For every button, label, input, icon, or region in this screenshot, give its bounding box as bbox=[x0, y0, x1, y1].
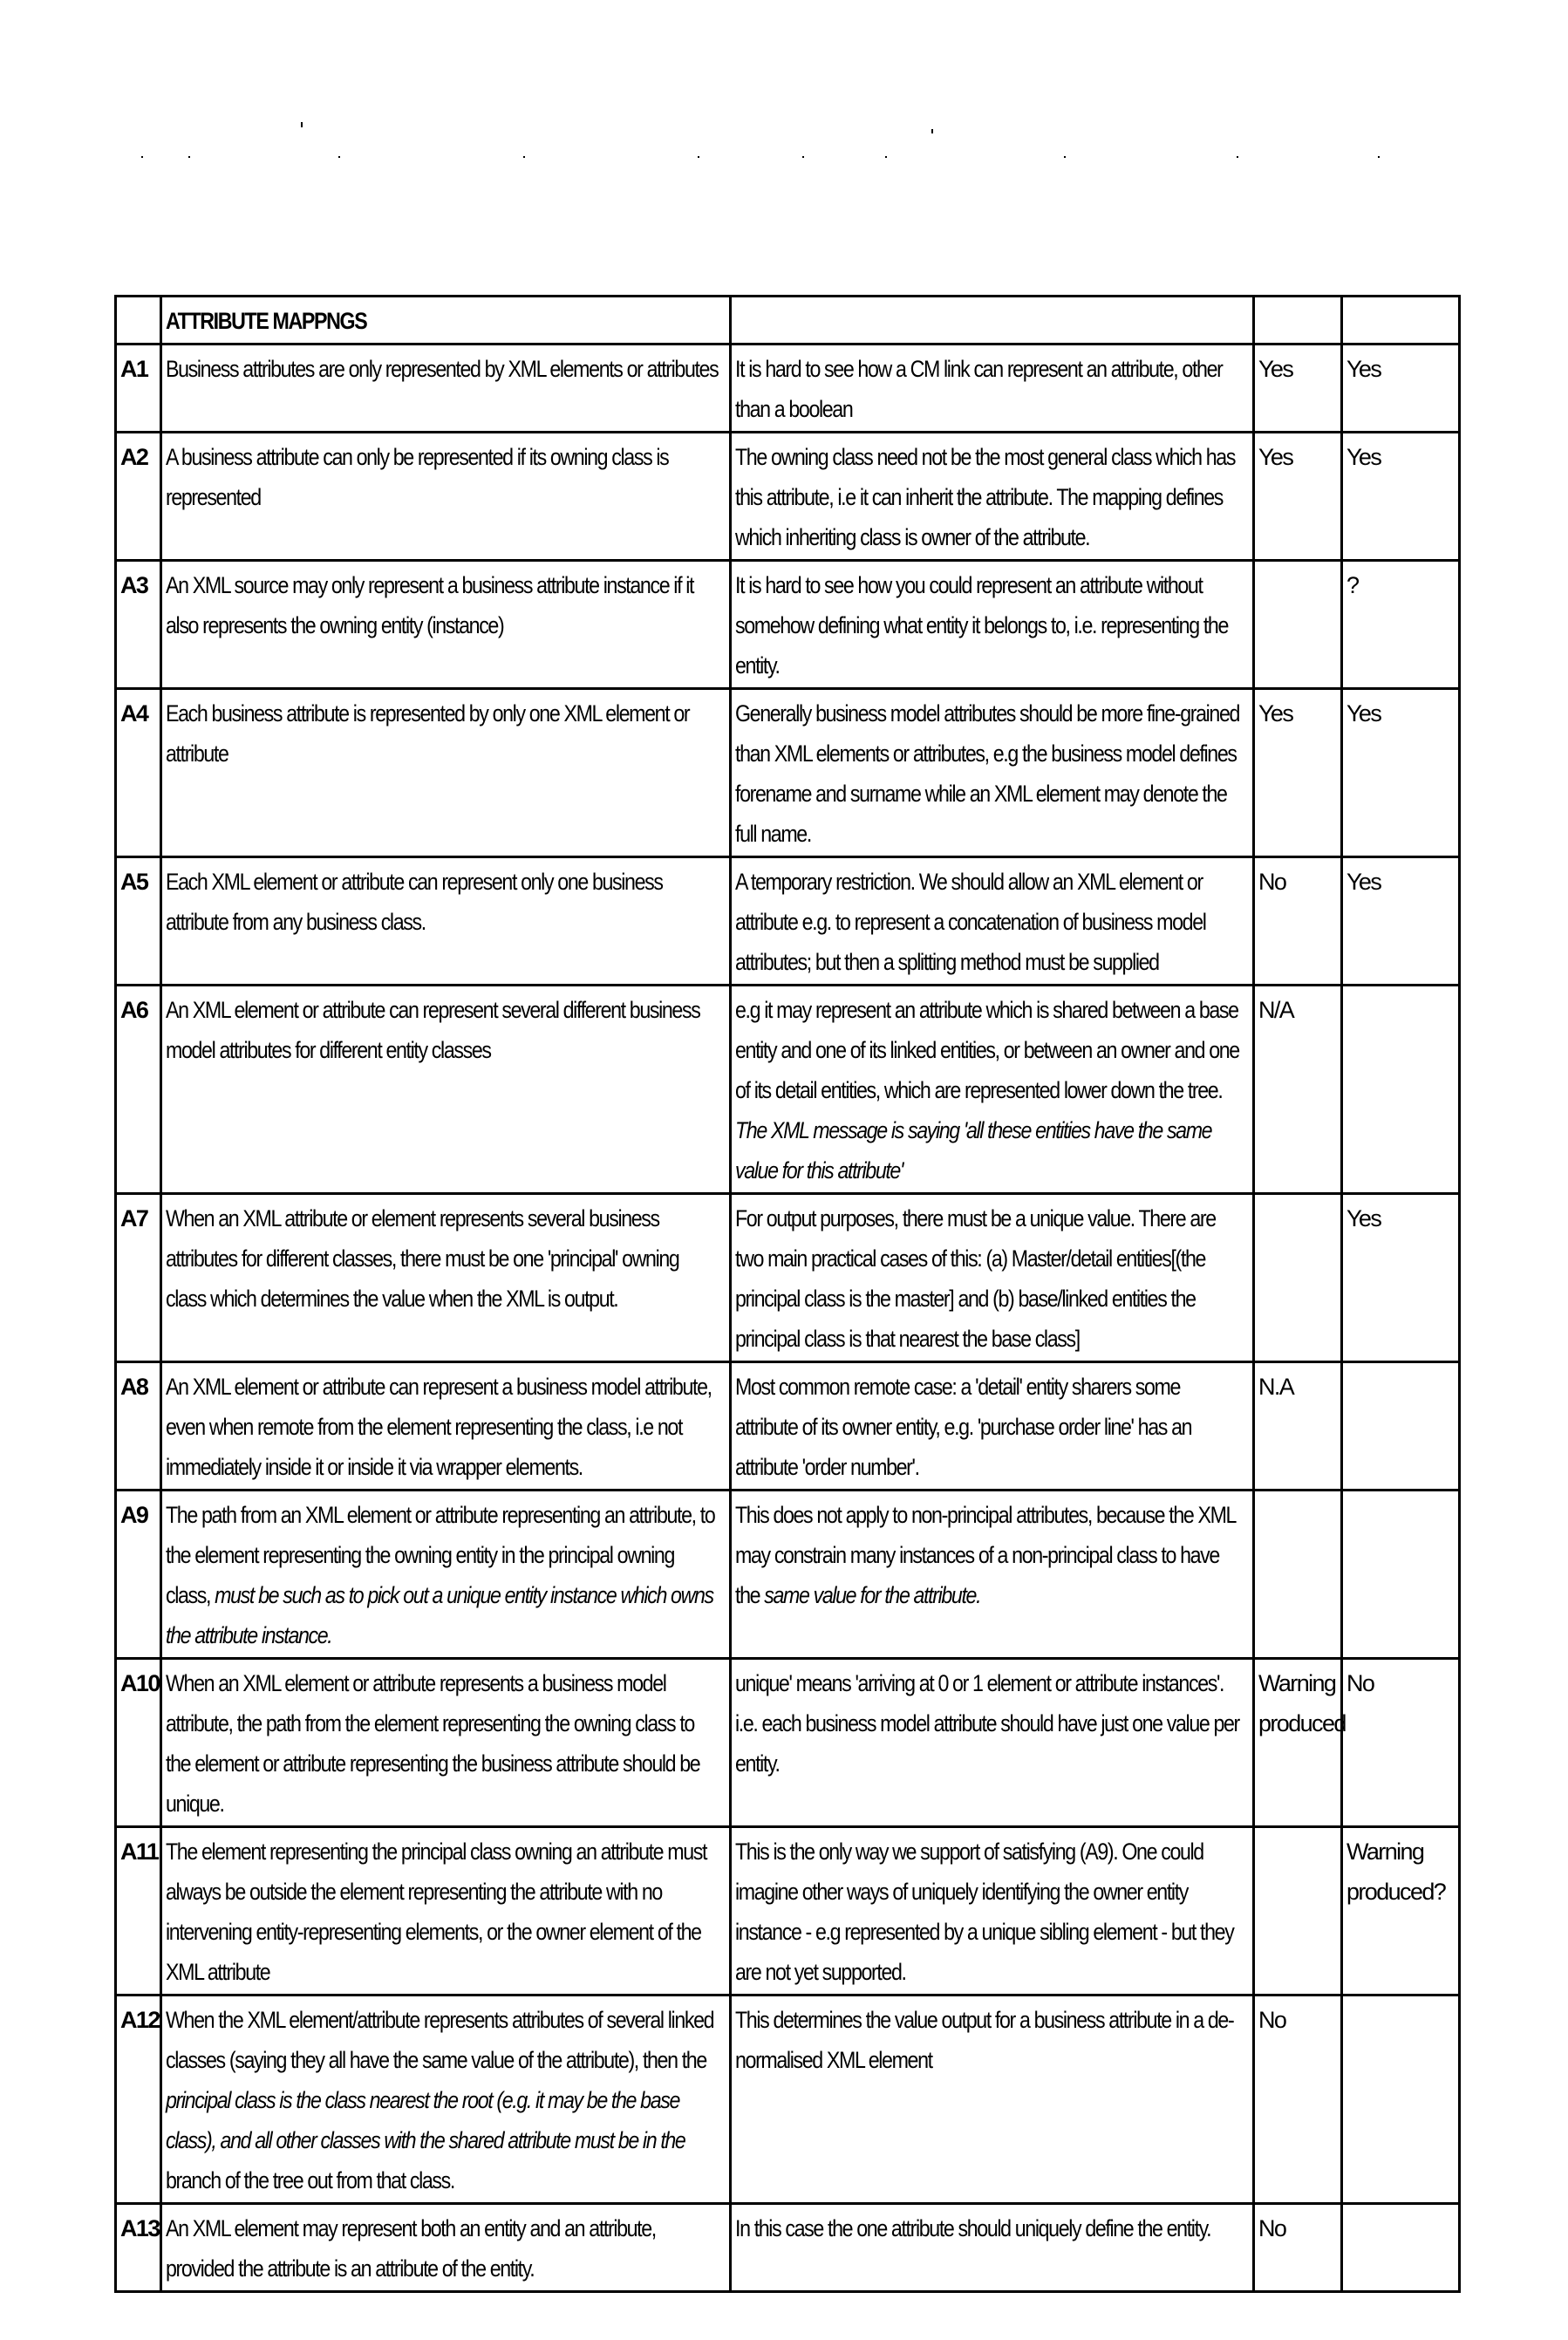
rule-cell: The element representing the principal class owning an attribute must always be outside the element representing the attribute with no intervening entity-representing elements, or the owner element of the XML attribute bbox=[161, 1827, 731, 1995]
row-id: A8 bbox=[116, 1362, 161, 1491]
attribute-mappings-table bbox=[114, 295, 1461, 2293]
status2-cell: ? bbox=[1342, 561, 1460, 689]
row-id: A12 bbox=[116, 1995, 161, 2204]
rule-cell bbox=[161, 1491, 731, 1659]
comment-text: e.g it may represent an attribute which is shared between a base entity and one of its linked entities, or between an owner and one of its detail entities, which are represented lower down the tree. bbox=[735, 997, 1239, 1103]
table-row bbox=[116, 986, 1460, 1194]
comment-cell bbox=[731, 986, 1254, 1194]
row-id: A4 bbox=[116, 689, 161, 857]
status2-cell: Yes bbox=[1342, 433, 1460, 561]
rule-italic-text: principal class is the class nearest the root (e.g. it may be the base class), and all other classes with the shared attribute must be in the bbox=[166, 2087, 685, 2153]
rule-cell: Each XML element or attribute can represent only one business attribute from any business class. bbox=[161, 857, 731, 986]
scan-speck bbox=[885, 156, 887, 158]
status2-cell bbox=[1342, 986, 1460, 1194]
rule-cell: When an XML element or attribute represents a business model attribute, the path from the element representing the owning class to the element or attribute representing the business attribute should be unique. bbox=[161, 1659, 731, 1827]
rule-tail-text: branch of the tree out from that class. bbox=[166, 2167, 454, 2193]
status1-cell bbox=[1254, 1827, 1342, 1995]
header-comment-cell bbox=[731, 297, 1254, 345]
status1-cell: N/A bbox=[1254, 986, 1342, 1194]
status2-cell bbox=[1342, 1491, 1460, 1659]
rule-cell: An XML source may only represent a business attribute instance if it also represents the owning entity (instance) bbox=[161, 561, 731, 689]
scan-speck bbox=[931, 129, 933, 133]
section-title: ATTRIBUTE MAPPNGS bbox=[161, 297, 731, 345]
rule-cell: When an XML attribute or element represents several business attributes for different classes, there must be one 'principal' owning class which determines the value when the XML is output. bbox=[161, 1194, 731, 1362]
table-row bbox=[116, 433, 1460, 561]
status2-cell: Yes bbox=[1342, 1194, 1460, 1362]
rule-cell: An XML element or attribute can represent a business model attribute, even when remote from the element representing the class, i.e not immediately inside it or inside it via wrapper elements. bbox=[161, 1362, 731, 1491]
row-id: A13 bbox=[116, 2204, 161, 2292]
row-id: A9 bbox=[116, 1491, 161, 1659]
table-row bbox=[116, 857, 1460, 986]
row-id: A5 bbox=[116, 857, 161, 986]
row-id: A1 bbox=[116, 345, 161, 433]
rule-cell: An XML element or attribute can represent several different business model attributes for different entity classes bbox=[161, 986, 731, 1194]
status1-cell: No bbox=[1254, 2204, 1342, 2292]
status2-cell: Yes bbox=[1342, 689, 1460, 857]
comment-cell: In this case the one attribute should uniquely define the entity. bbox=[731, 2204, 1254, 2292]
comment-cell: unique' means 'arriving at 0 or 1 element or attribute instances'. i.e. each business model attribute should have just one value per entity. bbox=[731, 1659, 1254, 1827]
status2-cell: Yes bbox=[1342, 857, 1460, 986]
scan-speck bbox=[338, 156, 340, 158]
row-id: A6 bbox=[116, 986, 161, 1194]
row-id: A3 bbox=[116, 561, 161, 689]
comment-cell: This determines the value output for a business attribute in a de-normalised XML element bbox=[731, 1995, 1254, 2204]
scan-speck bbox=[188, 156, 190, 158]
rule-cell bbox=[161, 1995, 731, 2204]
table-row bbox=[116, 1995, 1460, 2204]
scan-speck bbox=[1237, 156, 1238, 158]
rule-cell: An XML element may represent both an entity and an attribute, provided the attribute is an attribute of the entity. bbox=[161, 2204, 731, 2292]
status2-cell: Yes bbox=[1342, 345, 1460, 433]
comment-cell: Most common remote case: a 'detail' entity sharers some attribute of its owner entity, e.g. 'purchase order line' has an attribute 'order number'. bbox=[731, 1362, 1254, 1491]
status1-cell: No bbox=[1254, 1995, 1342, 2204]
scan-speck bbox=[141, 156, 143, 158]
comment-cell bbox=[731, 1491, 1254, 1659]
comment-cell: It is hard to see how a CM link can represent an attribute, other than a boolean bbox=[731, 345, 1254, 433]
rule-italic-text: must be such as to pick out a unique entity instance which owns the attribute instance. bbox=[166, 1582, 713, 1648]
comment-cell: Generally business model attributes should be more fine-grained than XML elements or attributes, e.g the business model defines forename and surname while an XML element may denote the full name. bbox=[731, 689, 1254, 857]
rule-text: When the XML element/attribute represents attributes of several linked classes (saying they all have the same value of the attribute), then the bbox=[166, 2007, 714, 2073]
status1-cell: N.A bbox=[1254, 1362, 1342, 1491]
status1-cell bbox=[1254, 1194, 1342, 1362]
status2-cell bbox=[1342, 1362, 1460, 1491]
header-status2-cell bbox=[1342, 297, 1460, 345]
comment-cell: The owning class need not be the most general class which has this attribute, i.e it can inherit the attribute. The mapping defines which inheriting class is owner of the attribute. bbox=[731, 433, 1254, 561]
comment-cell: This is the only way we support of satisfying (A9). One could imagine other ways of uniquely identifying the owner entity instance - e.g represented by a unique sibling element - but they are not yet supported. bbox=[731, 1827, 1254, 1995]
table-row bbox=[116, 561, 1460, 689]
table-row bbox=[116, 345, 1460, 433]
scan-speck bbox=[802, 156, 804, 158]
comment-italic-text: The XML message is saying 'all these entities have the same value for this attribute' bbox=[735, 1117, 1212, 1184]
scan-speck bbox=[1064, 156, 1066, 158]
rule-cell: A business attribute can only be represented if its owning class is represented bbox=[161, 433, 731, 561]
status1-cell: Yes bbox=[1254, 689, 1342, 857]
table-row bbox=[116, 2204, 1460, 2292]
comment-cell: It is hard to see how you could represent an attribute without somehow defining what entity it belongs to, i.e. representing the entity. bbox=[731, 561, 1254, 689]
header-id-cell bbox=[116, 297, 161, 345]
table-row bbox=[116, 1362, 1460, 1491]
rule-cell: Each business attribute is represented by only one XML element or attribute bbox=[161, 689, 731, 857]
rule-cell: Business attributes are only represented by XML elements or attributes bbox=[161, 345, 731, 433]
status2-cell bbox=[1342, 2204, 1460, 2292]
comment-text: This does not apply to non-principal attributes, because the XML may constrain many instances of a non-principal class to have the bbox=[735, 1502, 1236, 1608]
row-id: A7 bbox=[116, 1194, 161, 1362]
comment-italic-text: same value for the attribute. bbox=[764, 1582, 981, 1608]
scan-speck bbox=[698, 156, 699, 158]
header-row bbox=[116, 297, 1460, 345]
status1-cell bbox=[1254, 561, 1342, 689]
table-row bbox=[116, 1659, 1460, 1827]
status2-cell: No bbox=[1342, 1659, 1460, 1827]
status1-cell: Yes bbox=[1254, 433, 1342, 561]
row-id: A2 bbox=[116, 433, 161, 561]
status1-cell: Warning produced bbox=[1254, 1659, 1342, 1827]
table-row bbox=[116, 1491, 1460, 1659]
comment-cell: For output purposes, there must be a unique value. There are two main practical cases of this: (a) Master/detail entities[(the principal class is the master] and (b) base/linked entities the principal class is that nearest the base class] bbox=[731, 1194, 1254, 1362]
table-row bbox=[116, 689, 1460, 857]
status1-cell bbox=[1254, 1491, 1342, 1659]
rule-text: The path from an XML element or attribute representing an attribute, to the element representing the owning entity in the principal owning class, bbox=[166, 1502, 715, 1608]
status2-cell bbox=[1342, 1995, 1460, 2204]
header-status1-cell bbox=[1254, 297, 1342, 345]
row-id: A10 bbox=[116, 1659, 161, 1827]
status1-cell: No bbox=[1254, 857, 1342, 986]
table-row bbox=[116, 1194, 1460, 1362]
status2-cell: Warning produced? bbox=[1342, 1827, 1460, 1995]
table-row bbox=[116, 1827, 1460, 1995]
scan-speck bbox=[523, 156, 525, 158]
row-id: A11 bbox=[116, 1827, 161, 1995]
scan-speck bbox=[301, 122, 303, 127]
status1-cell: Yes bbox=[1254, 345, 1342, 433]
scan-speck bbox=[1378, 156, 1380, 158]
comment-cell: A temporary restriction. We should allow an XML element or attribute e.g. to represent a concatenation of business model attributes; but then a splitting method must be supplied bbox=[731, 857, 1254, 986]
